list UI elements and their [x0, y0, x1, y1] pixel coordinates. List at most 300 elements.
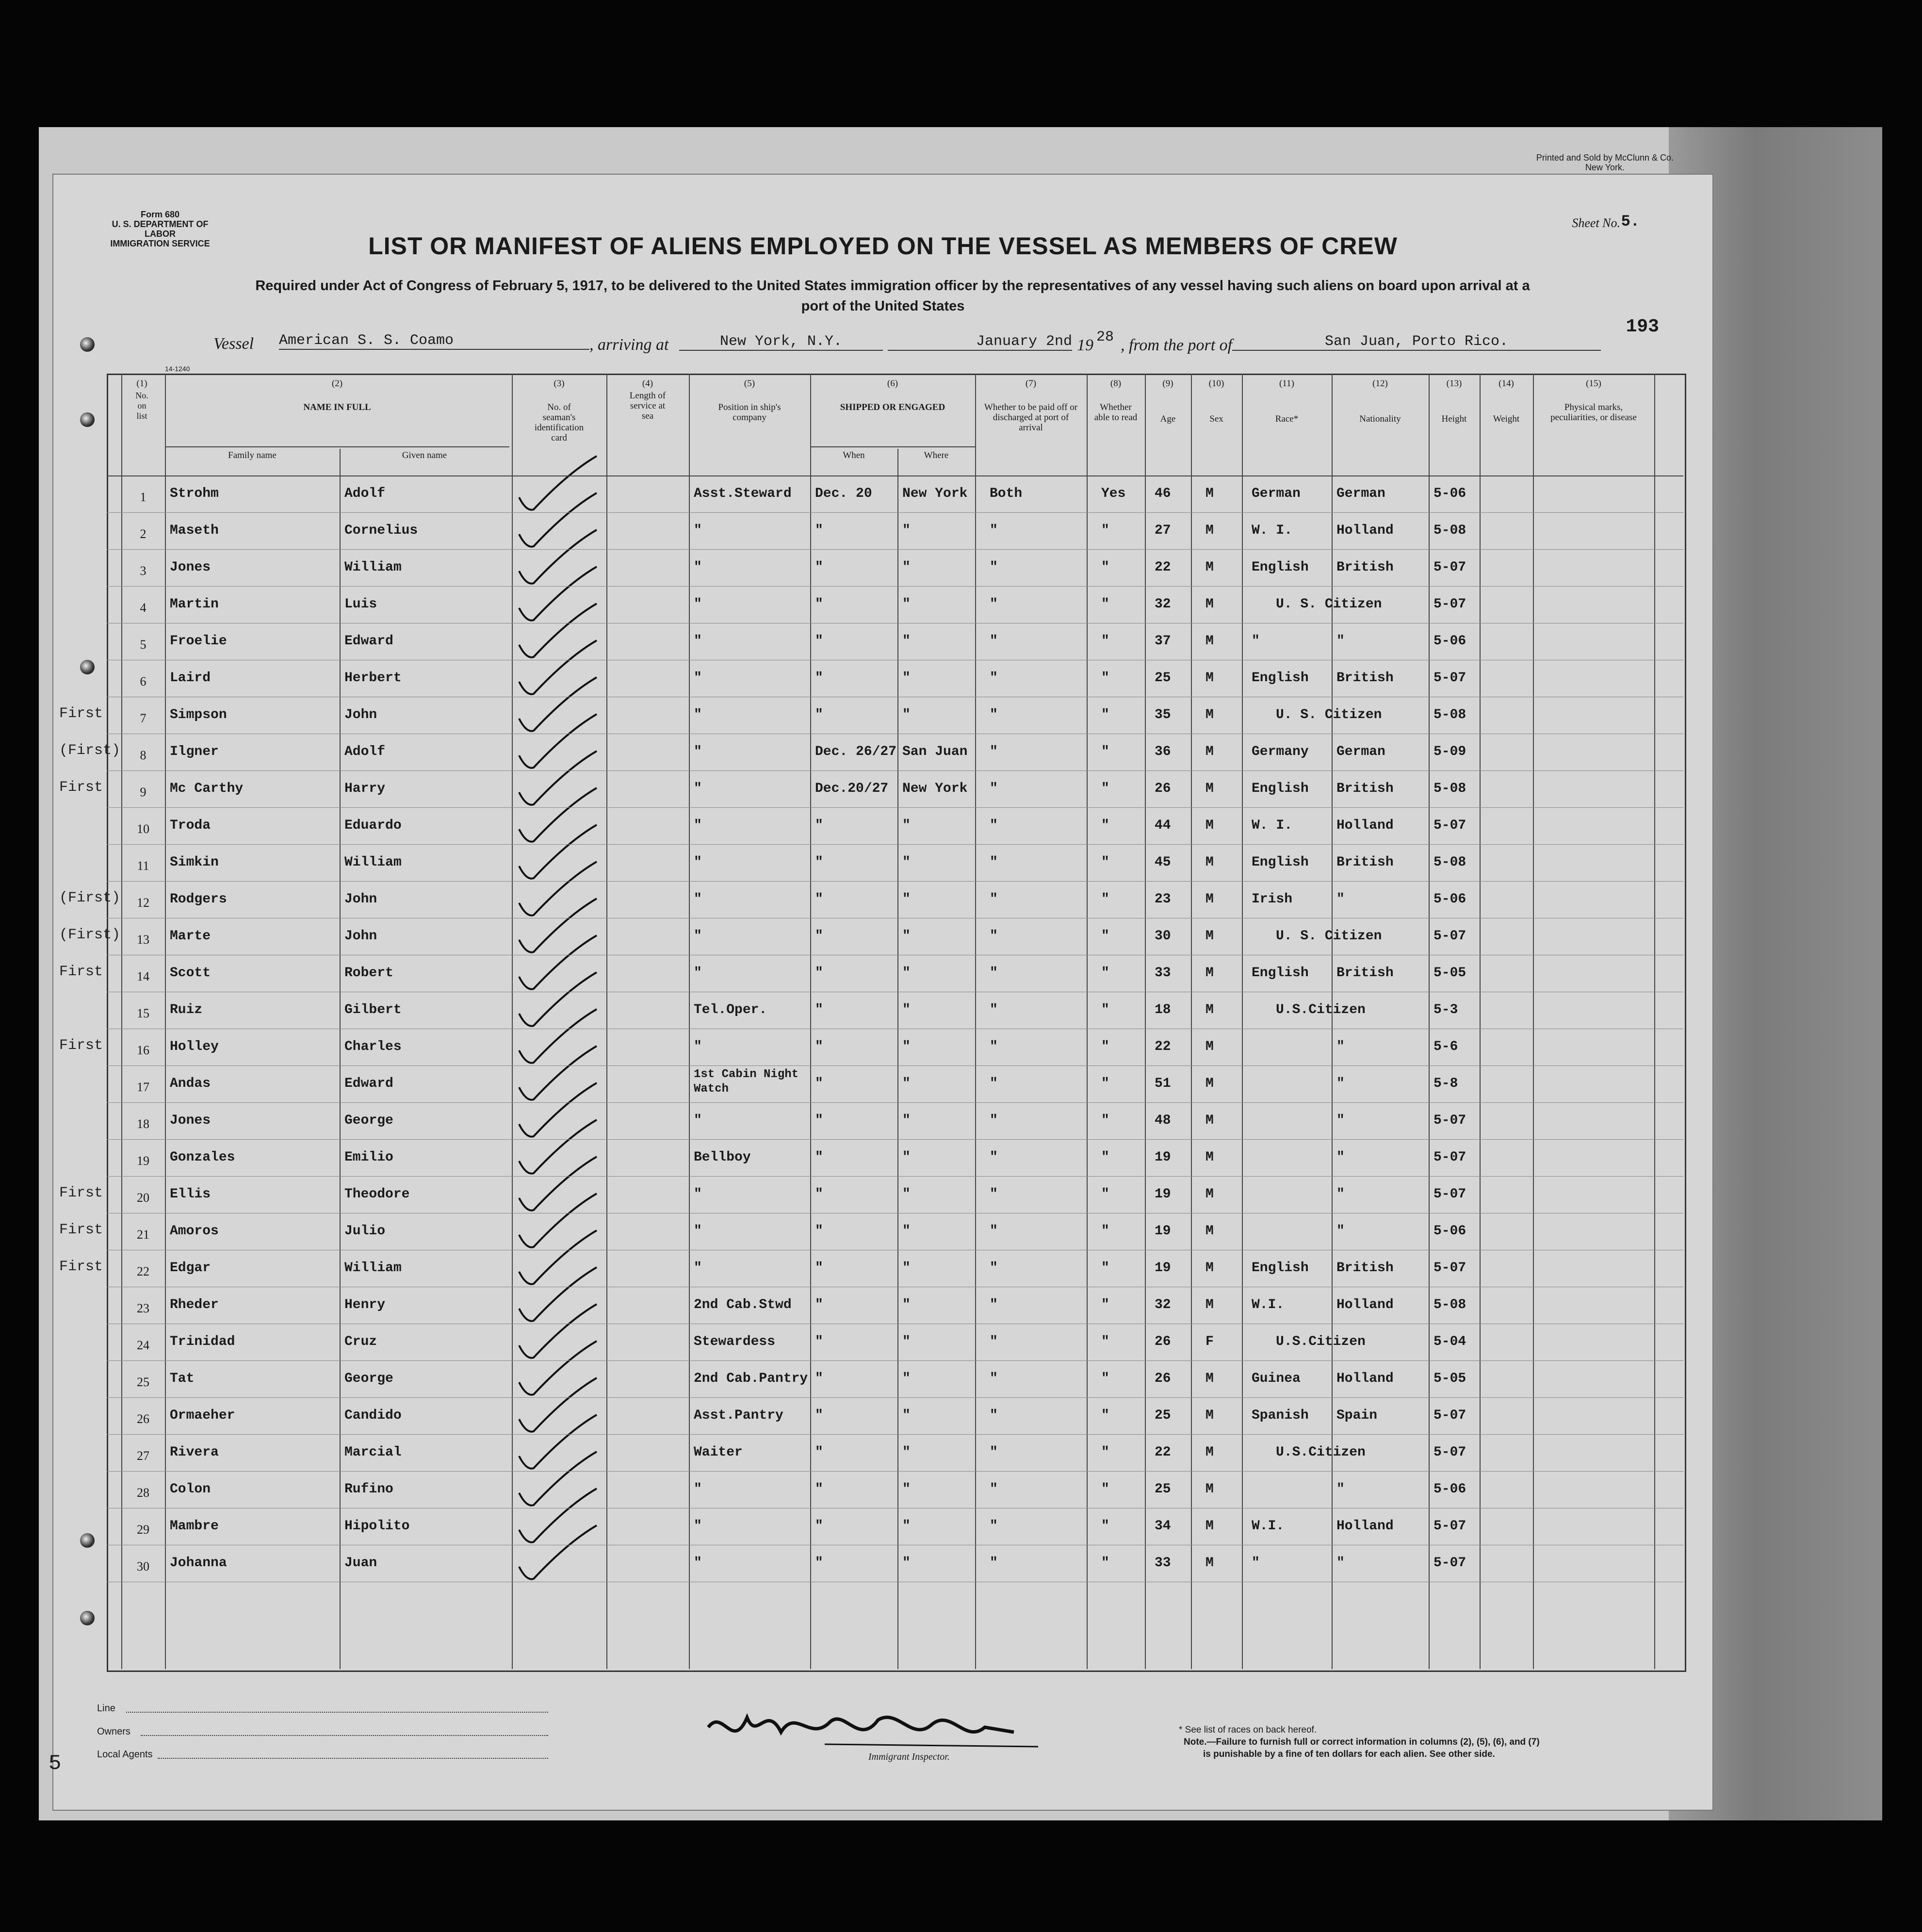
- cell-age: 44: [1155, 818, 1171, 833]
- row-number: 2: [140, 527, 147, 541]
- departure-port: San Juan, Porto Rico.: [1232, 333, 1601, 351]
- cell-sex: M: [1205, 781, 1214, 796]
- cell-height: 5-07: [1433, 1519, 1466, 1534]
- cell-sex: M: [1205, 1519, 1214, 1534]
- cell-sex: M: [1205, 744, 1214, 759]
- cell-read: ": [1101, 966, 1109, 981]
- col-4-header: (4) Length of service at sea: [629, 378, 666, 421]
- column-line: [1332, 374, 1333, 1669]
- col-8-header: (8) Whether able to read: [1094, 378, 1138, 423]
- cell-age: 33: [1155, 1555, 1171, 1571]
- cell-paid: ": [990, 560, 998, 575]
- agents-field: [158, 1758, 548, 1759]
- cell-sex: M: [1205, 1039, 1214, 1054]
- column-line: [897, 449, 898, 1669]
- cell-paid: ": [990, 523, 998, 538]
- cell-nationality: British: [1336, 560, 1394, 575]
- cell-read: ": [1101, 1371, 1109, 1386]
- cell-position: ": [694, 1039, 702, 1054]
- cell-read: ": [1101, 744, 1109, 759]
- cell-age: 25: [1155, 1482, 1171, 1497]
- check-stroke: [519, 1452, 597, 1506]
- col-2-header: (2) NAME IN FULL: [303, 378, 371, 412]
- cell-sex: M: [1205, 1076, 1214, 1091]
- cell-paid: ": [990, 1002, 998, 1017]
- cell-position: ": [694, 560, 702, 575]
- cell-family: Tat: [170, 1371, 195, 1386]
- cell-height: 5-07: [1433, 1113, 1466, 1128]
- cell-nationality: U. S. Citizen: [1276, 597, 1382, 612]
- cell-given: Gilbert: [344, 1002, 402, 1017]
- cell-read: ": [1101, 892, 1109, 907]
- cell-where: ": [902, 1408, 911, 1423]
- cell-where: ": [902, 1445, 911, 1460]
- cell-where: ": [902, 1261, 911, 1276]
- cell-when: ": [815, 1224, 823, 1239]
- cell-nationality: British: [1336, 1261, 1394, 1276]
- cell-sex: M: [1205, 1445, 1214, 1460]
- row-divider: [107, 770, 1683, 771]
- row-number: 21: [137, 1228, 149, 1242]
- cell-read: ": [1101, 1002, 1109, 1017]
- cell-family: Mc Carthy: [170, 781, 244, 796]
- cell-position: Asst.Pantry: [694, 1408, 783, 1423]
- subtitle-line-1: Required under Act of Congress of February 5, 1917, to be delivered to the United States immigration officer by the representatives of any vessel having such aliens on board upon arrival at a: [255, 278, 1530, 294]
- cell-when: ": [815, 892, 823, 907]
- punch-hole: [80, 1533, 95, 1548]
- cell-given: William: [344, 560, 402, 575]
- cell-read: ": [1101, 1408, 1109, 1423]
- check-stroke: [519, 456, 597, 510]
- form-code-top: 14-1240: [165, 365, 190, 373]
- page-title: LIST OR MANIFEST OF ALIENS EMPLOYED ON THE VESSEL AS MEMBERS OF CREW: [368, 232, 1398, 260]
- cell-paid: ": [990, 597, 998, 612]
- cell-position: ": [694, 744, 702, 759]
- cell-paid: ": [990, 1334, 998, 1349]
- row-number: 28: [137, 1486, 149, 1500]
- cell-position: ": [694, 1519, 702, 1534]
- row-number: 11: [137, 859, 149, 873]
- cell-race: Germany: [1252, 744, 1309, 759]
- printer-city: New York.: [1585, 163, 1625, 172]
- cell-read: ": [1101, 1187, 1109, 1202]
- check-stroke: [519, 640, 597, 694]
- cell-read: ": [1101, 634, 1109, 649]
- check-stroke: [519, 1230, 597, 1284]
- cell-position: Waiter: [694, 1445, 743, 1460]
- cell-race: W.I.: [1252, 1519, 1285, 1534]
- check-stroke: [519, 1304, 597, 1358]
- cell-age: 26: [1155, 1371, 1171, 1386]
- cell-read: ": [1101, 1482, 1109, 1497]
- subtitle-line-2: port of the United States: [801, 298, 965, 314]
- cell-sex: M: [1205, 634, 1214, 649]
- cell-age: 25: [1155, 671, 1171, 686]
- row-number: 19: [137, 1154, 149, 1168]
- cell-where: ": [902, 892, 911, 907]
- cell-where: ": [902, 1297, 911, 1312]
- cell-read: ": [1101, 1261, 1109, 1276]
- cell-when: ": [815, 1519, 823, 1534]
- cell-position: ": [694, 1261, 702, 1276]
- cell-read: ": [1101, 523, 1109, 538]
- sheet-number: 5.: [1621, 213, 1640, 230]
- cell-nationality: ": [1336, 634, 1345, 649]
- cell-height: 5-07: [1433, 818, 1466, 833]
- cell-sex: M: [1205, 818, 1214, 833]
- cell-age: 32: [1155, 1297, 1171, 1312]
- cell-position: ": [694, 707, 702, 722]
- cell-nationality: U. S. Citizen: [1276, 929, 1382, 944]
- cell-position: Bellboy: [694, 1150, 751, 1165]
- cell-family: Amoros: [170, 1224, 219, 1239]
- cell-when: ": [815, 671, 823, 686]
- from-label: , from the port of: [1121, 336, 1233, 354]
- cell-paid: ": [990, 1408, 998, 1423]
- col-11-header: (11) Race*: [1275, 378, 1299, 424]
- cell-given: Edward: [344, 634, 393, 649]
- cell-height: 5-09: [1433, 744, 1466, 759]
- cell-family: Edgar: [170, 1261, 211, 1276]
- check-stroke: [519, 862, 597, 916]
- check-stroke: [519, 530, 597, 584]
- cell-race: Irish: [1252, 892, 1293, 907]
- cell-given: Adolf: [344, 744, 386, 759]
- cell-paid: ": [990, 1113, 998, 1128]
- cell-age: 27: [1155, 523, 1171, 538]
- cell-age: 48: [1155, 1113, 1171, 1128]
- cell-given: William: [344, 1261, 402, 1276]
- row-number: 24: [137, 1338, 149, 1352]
- cell-family: Rivera: [170, 1445, 219, 1460]
- cell-position: ": [694, 1555, 702, 1571]
- check-stroke: [519, 751, 597, 805]
- cell-race: English: [1252, 781, 1309, 796]
- cell-read: ": [1101, 597, 1109, 612]
- cell-family: Holley: [170, 1039, 219, 1054]
- cell-age: 26: [1155, 1334, 1171, 1349]
- cell-where: ": [902, 634, 911, 649]
- cell-where: ": [902, 855, 911, 870]
- line-label: Line: [97, 1703, 115, 1714]
- cell-nationality: Holland: [1336, 1297, 1394, 1312]
- row-number: 29: [137, 1523, 149, 1537]
- cell-given: Julio: [344, 1224, 386, 1239]
- cell-where: ": [902, 1076, 911, 1091]
- cell-paid: ": [990, 929, 998, 944]
- cell-age: 22: [1155, 1039, 1171, 1054]
- cell-sex: M: [1205, 1408, 1214, 1423]
- cell-nationality: ": [1336, 1187, 1345, 1202]
- cell-read: ": [1101, 1445, 1109, 1460]
- check-stroke: [519, 714, 597, 768]
- cell-given: Herbert: [344, 671, 402, 686]
- cell-family: Colon: [170, 1482, 211, 1497]
- cell-given: Theodore: [344, 1187, 410, 1202]
- cell-family: Gonzales: [170, 1150, 235, 1165]
- vessel-label: Vessel: [213, 335, 254, 353]
- cell-race: W.I.: [1252, 1297, 1285, 1312]
- row-number: 26: [137, 1412, 149, 1426]
- page-number: 193: [1626, 316, 1659, 337]
- cell-given: Eduardo: [344, 818, 402, 833]
- row-number: 18: [137, 1117, 149, 1131]
- cell-given: Robert: [344, 966, 393, 981]
- cell-family: Ilgner: [170, 744, 219, 759]
- cell-paid: ": [990, 1519, 998, 1534]
- check-stroke: [519, 1525, 597, 1579]
- cell-nationality: German: [1336, 486, 1385, 501]
- cell-family: Scott: [170, 966, 211, 981]
- cell-nationality: U.S.Citizen: [1276, 1445, 1366, 1460]
- row-number: 6: [140, 674, 147, 688]
- cell-height: 5-07: [1433, 1445, 1466, 1460]
- cell-read: ": [1101, 707, 1109, 722]
- cell-nationality: British: [1336, 966, 1394, 981]
- row-number: 8: [140, 748, 147, 762]
- row-divider: [107, 1397, 1683, 1398]
- cell-nationality: Holland: [1336, 818, 1394, 833]
- cell-family: Martin: [170, 597, 219, 612]
- cell-given: John: [344, 929, 377, 944]
- check-stroke: [519, 1489, 597, 1542]
- row-number: 1: [140, 490, 147, 504]
- cell-race: Guinea: [1252, 1371, 1301, 1386]
- cell-position: ": [694, 523, 702, 538]
- row-divider: [107, 1176, 1683, 1177]
- cell-when: ": [815, 1371, 823, 1386]
- cell-family: Simkin: [170, 855, 219, 870]
- column-line: [1191, 374, 1192, 1669]
- cell-given: Cornelius: [344, 523, 418, 538]
- margin-note: First: [59, 1037, 103, 1054]
- vessel-name: American S. S. Coamo: [279, 332, 589, 350]
- row-number: 10: [137, 822, 149, 836]
- cell-height: 5-07: [1433, 671, 1466, 686]
- cell-nationality: Holland: [1336, 1371, 1394, 1386]
- cell-family: Maseth: [170, 523, 219, 538]
- cell-family: Jones: [170, 1113, 211, 1128]
- row-number: 17: [137, 1080, 149, 1094]
- cell-paid: ": [990, 1297, 998, 1312]
- cell-position: Asst.Steward: [694, 486, 792, 501]
- cell-height: 5-8: [1433, 1076, 1458, 1091]
- cell-when: ": [815, 1555, 823, 1571]
- year-prefix: 19: [1077, 336, 1093, 354]
- cell-age: 45: [1155, 855, 1171, 870]
- cell-when: Dec. 20: [815, 486, 872, 501]
- cell-position: ": [694, 929, 702, 944]
- cell-paid: ": [990, 1039, 998, 1054]
- col-5-header: (5) Position in ship's company: [718, 378, 781, 423]
- cell-where: New York: [902, 486, 968, 501]
- year: 28: [1096, 329, 1114, 345]
- cell-nationality: British: [1336, 781, 1394, 796]
- cell-nationality: ": [1336, 1113, 1345, 1128]
- row-number: 9: [140, 785, 147, 799]
- fine-note-1: Note.—Failure to furnish full or correct information in columns (2), (5), (6), and (7): [1184, 1737, 1540, 1747]
- cell-where: ": [902, 1334, 911, 1349]
- cell-when: ": [815, 1408, 823, 1423]
- cell-read: Yes: [1101, 486, 1126, 501]
- cell-position: ": [694, 597, 702, 612]
- cell-height: 5-07: [1433, 929, 1466, 944]
- cell-when: ": [815, 1334, 823, 1349]
- cell-nationality: ": [1336, 1555, 1345, 1571]
- cell-when: ": [815, 1113, 823, 1128]
- cell-position: Stewardess: [694, 1334, 776, 1349]
- cell-nationality: ": [1336, 892, 1345, 907]
- cell-read: ": [1101, 1334, 1109, 1349]
- column-line: [689, 374, 690, 1669]
- cell-age: 18: [1155, 1002, 1171, 1017]
- cell-where: ": [902, 1224, 911, 1239]
- check-stroke: [519, 825, 597, 879]
- check-stroke: [519, 1157, 597, 1211]
- col-15-header: (15) Physical marks, peculiarities, or disease: [1550, 378, 1637, 423]
- cell-height: 5-08: [1433, 781, 1466, 796]
- cell-when: ": [815, 929, 823, 944]
- cell-paid: ": [990, 781, 998, 796]
- cell-where: ": [902, 929, 911, 944]
- cell-age: 19: [1155, 1150, 1171, 1165]
- cell-given: Candido: [344, 1408, 402, 1423]
- cell-age: 22: [1155, 1445, 1171, 1460]
- cell-where: ": [902, 560, 911, 575]
- manifest-page: [49, 153, 1712, 1810]
- row-divider: [107, 1360, 1683, 1361]
- punch-hole: [80, 660, 95, 674]
- cell-height: 5-08: [1433, 855, 1466, 870]
- check-stroke: [519, 1083, 597, 1137]
- cell-position: ": [694, 634, 702, 649]
- row-number: 12: [137, 896, 149, 910]
- cell-given: John: [344, 892, 377, 907]
- cell-height: 5-07: [1433, 1150, 1466, 1165]
- cell-paid: ": [990, 707, 998, 722]
- cell-age: 35: [1155, 707, 1171, 722]
- cell-given: Henry: [344, 1297, 386, 1312]
- cell-age: 19: [1155, 1224, 1171, 1239]
- cell-height: 5-07: [1433, 1555, 1466, 1571]
- cell-sex: M: [1205, 966, 1214, 981]
- row-divider: [107, 549, 1683, 550]
- row-divider: [107, 1102, 1683, 1103]
- cell-nationality: ": [1336, 1224, 1345, 1239]
- column-line: [810, 374, 811, 1669]
- row-divider: [107, 1434, 1683, 1435]
- punch-hole: [80, 412, 95, 427]
- row-divider: [107, 844, 1683, 845]
- col-13-header: (13) Height: [1441, 378, 1467, 424]
- punch-hole: [80, 1611, 95, 1625]
- cell-read: ": [1101, 781, 1109, 796]
- cell-read: ": [1101, 560, 1109, 575]
- cell-when: ": [815, 1039, 823, 1054]
- cell-age: 23: [1155, 892, 1171, 907]
- cell-sex: M: [1205, 1187, 1214, 1202]
- margin-note: (First): [59, 890, 121, 906]
- cell-sex: M: [1205, 671, 1214, 686]
- column-line: [1429, 374, 1430, 1669]
- cell-height: 5-3: [1433, 1002, 1458, 1017]
- cell-family: Trinidad: [170, 1334, 235, 1349]
- row-number: 27: [137, 1449, 149, 1463]
- cell-position: ": [694, 892, 702, 907]
- cell-height: 5-06: [1433, 486, 1466, 501]
- cell-when: Dec.20/27: [815, 781, 889, 796]
- margin-note: (First): [59, 742, 121, 759]
- header-bottom-line: [107, 475, 1683, 476]
- cell-height: 5-06: [1433, 634, 1466, 649]
- cell-nationality: U. S. Citizen: [1276, 707, 1382, 722]
- sheet-label: Sheet No.: [1572, 216, 1620, 230]
- cell-paid: Both: [990, 486, 1023, 501]
- cell-height: 5-04: [1433, 1334, 1466, 1349]
- cell-nationality: German: [1336, 744, 1385, 759]
- column-line: [1087, 374, 1088, 1669]
- column-line: [165, 374, 166, 1669]
- col-2a-header: Family name: [228, 450, 277, 460]
- cell-race: English: [1252, 671, 1309, 686]
- cell-race: ": [1252, 634, 1260, 649]
- margin-note: (First): [59, 927, 121, 943]
- cell-nationality: British: [1336, 855, 1394, 870]
- row-number: 22: [137, 1264, 149, 1278]
- cell-position: 1st Cabin Night Watch: [694, 1068, 799, 1096]
- cell-sex: M: [1205, 1002, 1214, 1017]
- cell-when: ": [815, 1482, 823, 1497]
- cell-read: ": [1101, 818, 1109, 833]
- cell-when: ": [815, 1076, 823, 1091]
- agents-label: Local Agents: [97, 1749, 153, 1760]
- cell-height: 5-08: [1433, 523, 1466, 538]
- cell-family: Marte: [170, 929, 211, 944]
- cell-read: ": [1101, 929, 1109, 944]
- margin-note: First: [59, 964, 103, 980]
- col-10-header: (10) Sex: [1208, 378, 1224, 424]
- subheader-line: [165, 446, 509, 447]
- column-line: [1242, 374, 1243, 1669]
- department-name: U. S. DEPARTMENT OF LABOR: [112, 219, 209, 239]
- cell-height: 5-06: [1433, 1224, 1466, 1239]
- cell-age: 46: [1155, 486, 1171, 501]
- column-line: [512, 374, 513, 1669]
- cell-sex: M: [1205, 929, 1214, 944]
- cell-paid: ": [990, 892, 998, 907]
- check-stroke: [519, 567, 597, 621]
- column-line: [1480, 374, 1481, 1669]
- cell-family: Ormaeher: [170, 1408, 235, 1423]
- cell-race: English: [1252, 1261, 1309, 1276]
- check-stroke: [519, 1378, 597, 1432]
- row-divider: [107, 807, 1683, 808]
- cell-height: 5-07: [1433, 1408, 1466, 1423]
- cell-paid: ": [990, 966, 998, 981]
- cell-where: ": [902, 966, 911, 981]
- form-number: Form 680: [140, 210, 180, 219]
- check-stroke: [519, 1267, 597, 1321]
- cell-read: ": [1101, 1297, 1109, 1312]
- cell-given: Cruz: [344, 1334, 377, 1349]
- cell-when: ": [815, 597, 823, 612]
- margin-note: First: [59, 1185, 103, 1201]
- cell-age: 30: [1155, 929, 1171, 944]
- cell-sex: M: [1205, 1224, 1214, 1239]
- cell-given: Edward: [344, 1076, 393, 1091]
- cell-sex: M: [1205, 1482, 1214, 1497]
- cell-sex: M: [1205, 1371, 1214, 1386]
